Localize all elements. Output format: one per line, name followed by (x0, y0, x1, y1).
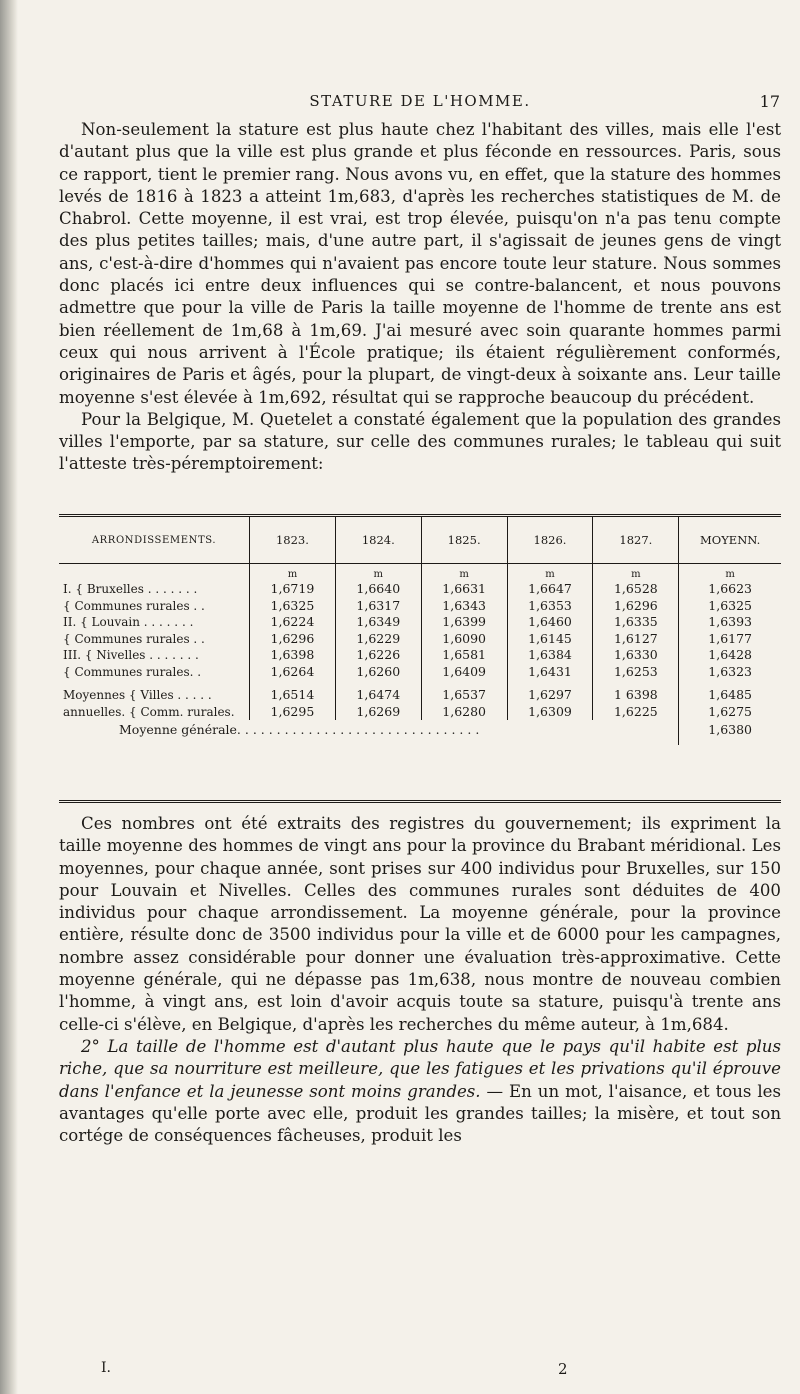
table-cell: 1,6485 (708, 687, 753, 702)
table-cell: 1,6398 (270, 647, 315, 662)
running-head (60, 92, 780, 116)
year-column-1827 (593, 564, 679, 721)
table-cell: 1,6428 (708, 647, 753, 662)
table-cell: 1,6353 (528, 597, 572, 613)
table-cell: 1,6399 (442, 614, 487, 629)
table-cell: 1,6393 (708, 614, 753, 629)
general-average-value: 1,6380 (679, 720, 781, 745)
table-cell: 1,6537 (442, 687, 487, 702)
table-cell: 1,6514 (270, 687, 315, 702)
table-cell: 1,6460 (528, 614, 572, 629)
row-label: II. { Louvain . . . . . . . (63, 615, 194, 629)
table-cell: 1 6398 (613, 687, 658, 702)
table-cell: 1,6647 (528, 581, 572, 596)
paragraph-registres: Ces nombres ont été extraits des registres du gouvernement; ils expriment la taille moyenne des hommes de vingt ans pour la province du Brabant méridional. Les moyennes, pour chaque année, sont prises sur 400 individus pour Bruxelles, sur 150 pour Louvain et Nivelles. Celles des communes rurales sont déduites de 400 individus pour chaque arrondissement. La moyenne générale, pour la province entière, résulte donc de 3500 individus pour la ville et de 6000 pour les campagnes, nombre assez considérable pour donner une évaluation très-approximative. Cette moyenne générale, qui ne dépasse pas 1m,638, nous montre de nouveau combien l'homme, à vingt ans, est loin d'avoir acquis toute sa stature, puisqu'à trente ans celle-ci s'élève, en Belgique, d'après les recherches du même auteur, à 1m,684. (59, 814, 781, 1034)
table-cell: 1,6343 (442, 597, 487, 613)
paragraph-belgique: Pour la Belgique, M. Quetelet a constaté également que la population des grandes villes l'emporte, par sa stature, sur celle des communes rurales; le tableau qui suit l'atteste très-péremptoirement: (59, 409, 781, 474)
year-column-1823 (250, 564, 336, 721)
table-cell: 1,6349 (356, 614, 401, 629)
table-cell: 1,6317 (356, 597, 401, 613)
table-cell: 1,6325 (708, 597, 753, 613)
unit-label: m (631, 569, 641, 580)
table-cell: 1,6640 (356, 581, 401, 596)
text-block-lower (59, 813, 781, 1147)
row-label: Moyennes { Villes . . . . . (63, 688, 212, 702)
table-cell: 1,6177 (708, 630, 753, 646)
table-cell: 1,6145 (528, 630, 572, 646)
principle-statement: 2° La taille de l'homme est d'autant plus haute que le pays qu'il habite est plus riche, que sa nourriture est meilleure, que les fatigues et les privations qu'il éprouve dans l'enfance et la jeunesse sont moins grandes. (59, 1036, 781, 1101)
table-cell: 1,6330 (613, 647, 658, 662)
unit-label: m (373, 569, 384, 580)
table-cell: 1,6224 (270, 614, 315, 629)
table-cell: 1,6090 (442, 630, 487, 646)
col-header-1826: 1826. (507, 517, 593, 564)
col-header-arrondissements: ARRONDISSEMENTS. (59, 517, 250, 564)
year-column-1824 (335, 564, 421, 721)
sheet-number: 2 (558, 1360, 568, 1378)
table-cell: 1,6581 (442, 647, 487, 662)
moyenne-column (679, 564, 781, 721)
principle-comment: — En un mot, l'aisance, et tous les avantages qu'elle porte avec elle, produit les grandes tailles; la misère, et tout son cortége de conséquences fâcheuses, produit les (59, 1081, 781, 1146)
table-cell: 1,6631 (442, 581, 487, 596)
row-label: I. { Bruxelles . . . . . . . (63, 582, 198, 596)
row-label: { Communes rurales . . (63, 598, 205, 613)
unit-label: m (459, 569, 469, 580)
table-header-row (59, 517, 781, 564)
table-cell: 1,6623 (708, 581, 753, 596)
paragraph-paris: Non-seulement la stature est plus haute chez l'habitant des villes, mais elle l'est d'autant plus que la ville est plus grande et plus féconde en ressources. Paris, sous ce rapport, tient le premier rang. Nous avons vu, en effet, que la stature des hommes levés de 1816 à 1823 a atteint 1m,683, d'après les recherches statistiques de M. de Chabrol. Cette moyenne, il est vrai, est trop élevée, puisqu'on n'a pas tenu compte des plus petites tailles; mais, d'une autre part, il s'agissait de jeunes gens de vingt ans, c'est-à-dire d'hommes qui n'avaient pas encore toute leur stature. Nous sommes donc placés ici entre deux influences qui se contre-balancent, et nous pouvons admettre que pour la ville de Paris la taille moyenne de l'homme de trente ans est bien réellement de 1m,68 à 1m,69. J'ai mesuré avec soin quarante hommes parmi ceux qui nous arrivent à l'École pratique; ils étaient régulièrement conformés, originaires de Paris et âgés, pour la plupart, de vingt-deux à soixante ans. Leur taille moyenne s'est élevée à 1m,692, résultat qui se rapproche beaucoup du précédent. (59, 120, 781, 407)
col-header-moyenne: MOYENN. (679, 517, 781, 564)
row-label: III. { Nivelles . . . . . . . (63, 648, 199, 662)
table-cell: 1,6431 (528, 663, 572, 679)
text-block-upper (59, 119, 781, 476)
paragraph-aisance (59, 1036, 781, 1147)
page-number: 17 (759, 92, 780, 111)
table-cell: 1,6719 (270, 581, 315, 596)
table-cell: 1,6127 (613, 630, 658, 646)
table-cell: 1,6528 (613, 581, 658, 596)
table-cell: 1,6226 (356, 647, 401, 662)
unit-label: m (725, 569, 735, 580)
signature-mark: I. (101, 1360, 111, 1376)
year-column-1825 (421, 564, 507, 721)
table-cell: 1,6409 (442, 663, 487, 679)
table-cell: 1,6474 (356, 687, 401, 702)
row-label: { Communes rurales . . (63, 631, 205, 646)
table-cell: 1,6225 (613, 703, 658, 719)
col-header-1824: 1824. (335, 517, 421, 564)
col-header-1825: 1825. (421, 517, 507, 564)
table-cell: 1,6260 (356, 663, 401, 679)
stature-table (59, 514, 781, 803)
year-column-1826 (507, 564, 593, 721)
general-average-label: Moyenne générale. . . . . . . . . . . . . . . . . . . . . . . . . . . . . . . (119, 722, 480, 737)
running-title: STATURE DE L'HOMME. (309, 92, 531, 110)
row-labels-cell (59, 564, 250, 721)
general-average-row (59, 720, 781, 745)
table-cell: 1,6229 (356, 630, 401, 646)
table-cell: 1,6297 (528, 687, 572, 702)
table-cell: 1,6264 (270, 663, 315, 679)
table-cell: 1,6323 (708, 663, 753, 679)
unit-label: m (287, 569, 298, 580)
table-cell: 1,6275 (708, 703, 753, 719)
table-cell: 1,6296 (613, 597, 658, 613)
table-cell: 1,6296 (270, 630, 315, 646)
col-header-1827: 1827. (593, 517, 679, 564)
table-body-row (59, 564, 781, 721)
row-label: annuelles. { Comm. rurales. (63, 704, 235, 719)
table-cell: 1,6269 (356, 703, 401, 719)
table-cell: 1,6325 (270, 597, 315, 613)
col-header-1823: 1823. (250, 517, 336, 564)
row-label: { Communes rurales. . (63, 664, 202, 679)
table-cell: 1,6280 (442, 703, 487, 719)
table-cell: 1,6253 (613, 663, 658, 679)
table-cell: 1,6295 (270, 703, 315, 719)
unit-label: m (545, 569, 555, 580)
table-cell: 1,6309 (528, 703, 572, 719)
table-cell: 1,6335 (613, 614, 658, 629)
page-gutter-shadow (0, 0, 18, 1394)
table-cell: 1,6384 (528, 647, 572, 662)
